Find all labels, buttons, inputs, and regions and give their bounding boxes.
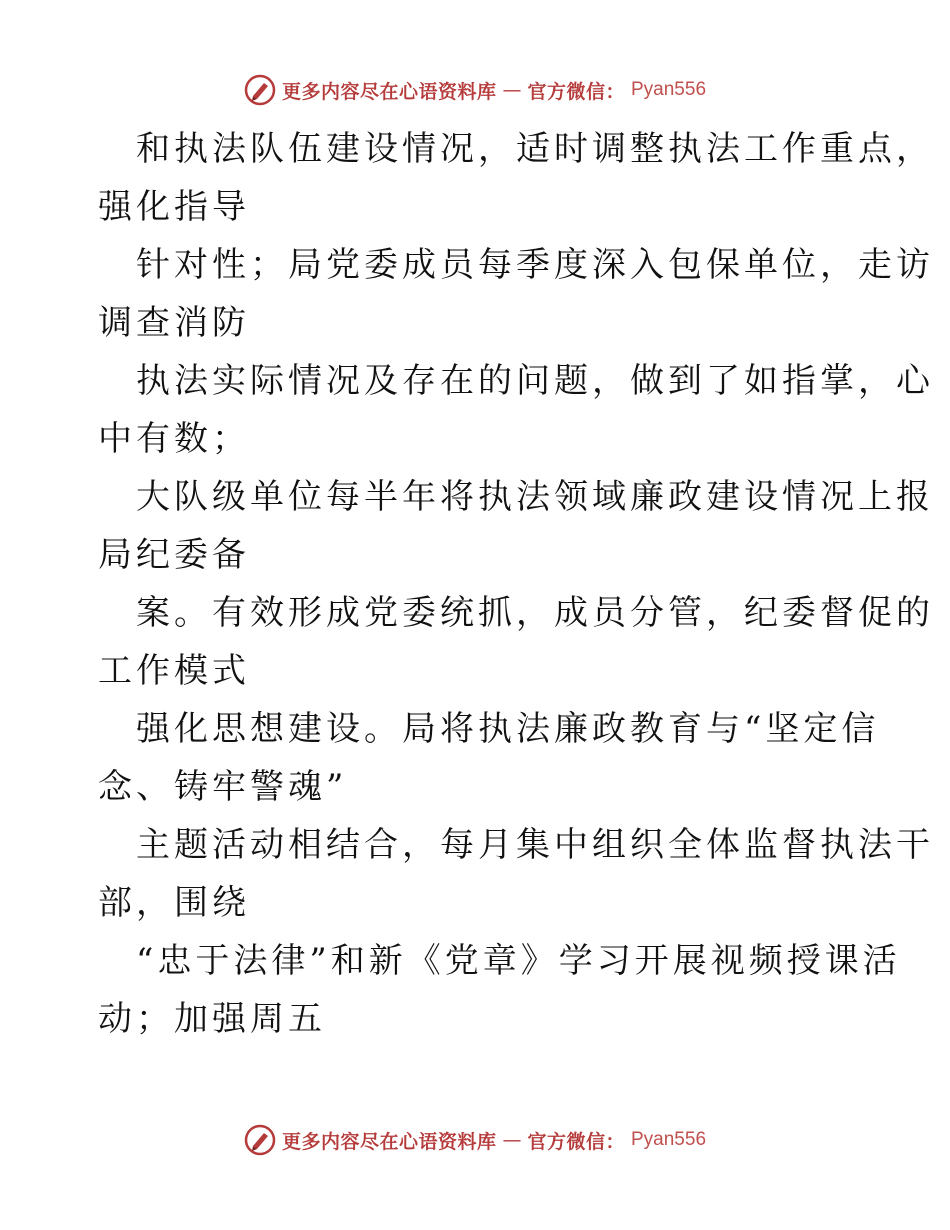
paragraph-line: 强化指导 [98,187,250,227]
footer-banner [0,1122,950,1158]
footer-banner-text: 更多内容尽在心语资料库 [281,1130,497,1153]
paragraph-line: 和执法队伍建设情况，适时调整执法工作重点， [136,129,934,169]
header-banner-wechat-id: Pyan556 [631,79,707,100]
pen-logo-icon [244,1124,276,1156]
paragraph [98,468,934,584]
paragraph-line: 执法实际情况及存在的问题，做到了如指掌，心 [136,361,934,401]
paragraph-line: 案。有效形成党委统抓，成员分管，纪委督促的 [136,593,934,633]
document-body [98,120,934,1048]
paragraph [98,816,934,932]
paragraph [98,932,901,1048]
header-banner [0,72,950,108]
footer-banner-wechat-id: Pyan556 [631,1129,707,1150]
paragraph [98,120,934,236]
paragraph [98,584,934,700]
paragraph-line: 主题活动相结合，每月集中组织全体监督执法干 [136,825,934,865]
paragraph-line: 工作模式 [98,651,250,691]
paragraph-line: “忠于法律”和新《党章》学习开展视频授课活 [136,941,901,981]
footer-banner-suffix: 官方微信： [527,1130,625,1153]
paragraph-line: 局纪委备 [98,535,250,575]
paragraph-line: 念、铸牢警魂” [98,767,348,807]
paragraph [98,236,934,352]
paragraph-line: 针对性；局党委成员每季度深入包保单位，走访 [136,245,934,285]
paragraph-line: 部，围绕 [98,883,250,923]
paragraph [98,352,934,468]
paragraph-line: 调查消防 [98,303,250,343]
paragraph-line: 强化思想建设。局将执法廉政教育与“坚定信 [136,709,880,749]
paragraph-line: 中有数； [98,419,250,459]
paragraph-line: 大队级单位每半年将执法领域廉政建设情况上报 [136,477,934,517]
header-banner-dash: — [502,79,522,101]
paragraph-line: 动；加强周五 [98,999,326,1039]
footer-banner-dash: — [502,1129,522,1151]
header-banner-suffix: 官方微信： [527,80,625,103]
header-banner-text: 更多内容尽在心语资料库 [281,80,497,103]
paragraph [98,700,880,816]
pen-logo-icon [244,74,276,106]
